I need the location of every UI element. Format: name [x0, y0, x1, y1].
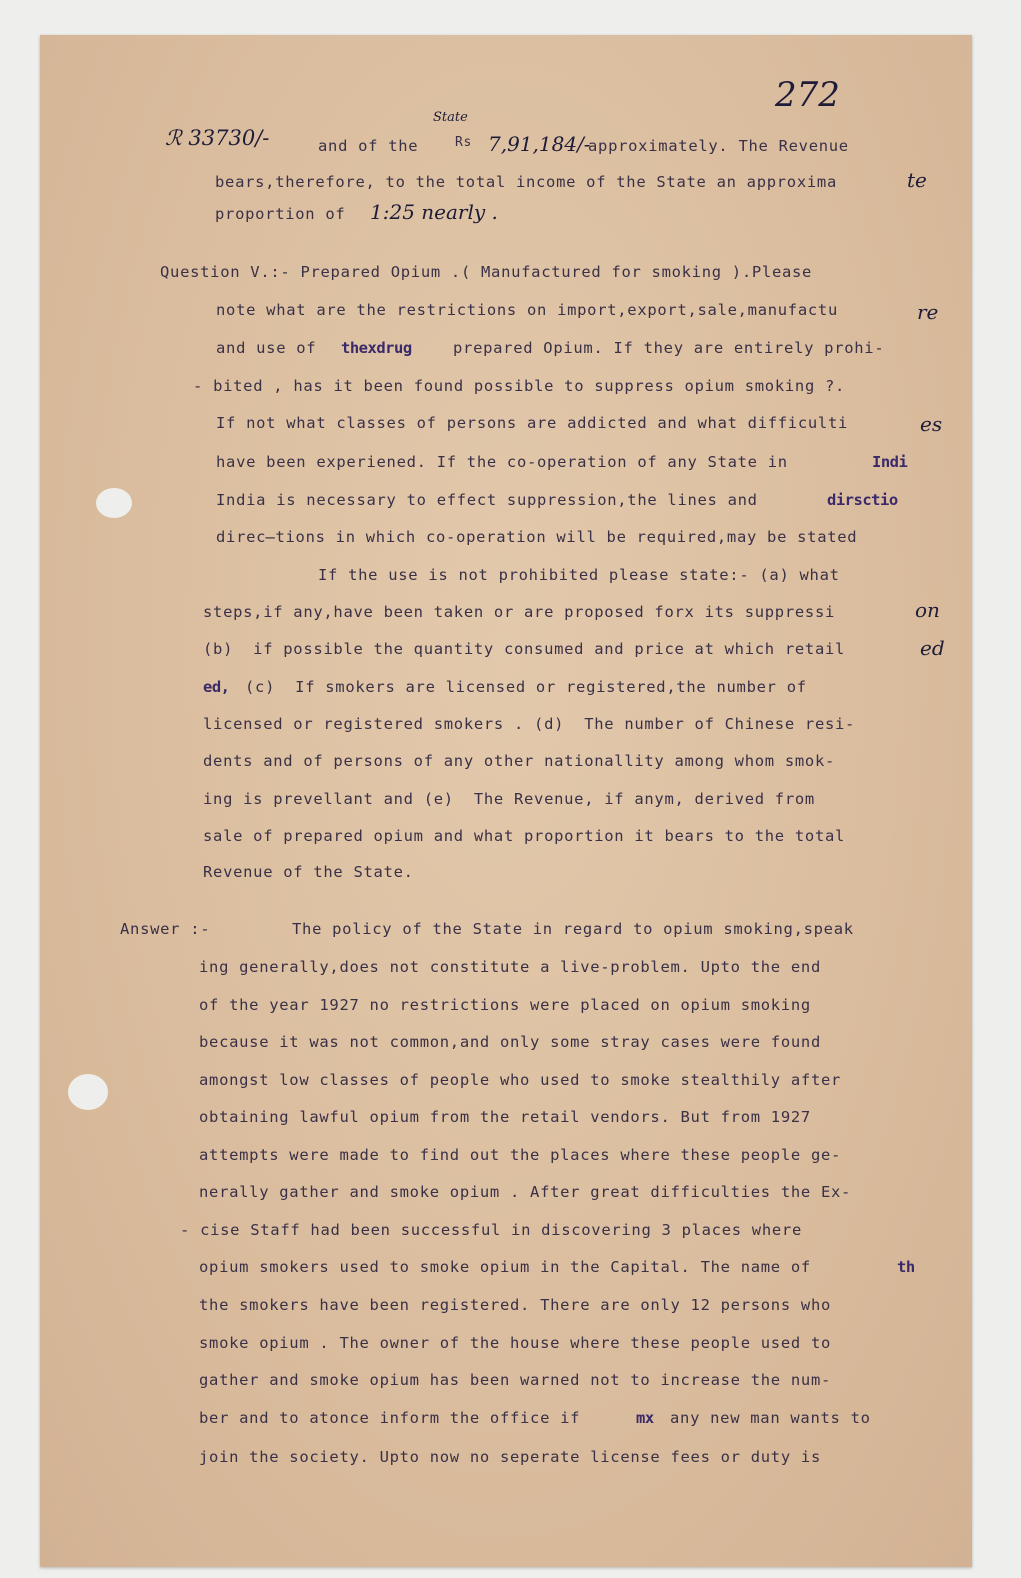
text-line: note what are the restrictions on import,export,sale,manufactu	[216, 301, 838, 319]
struck-text: th	[897, 1258, 915, 1276]
text-line: smoke opium . The owner of the house where these people used to	[199, 1334, 832, 1352]
text-line: licensed or registered smokers . (d) The number of Chinese resi-	[203, 715, 856, 733]
struck-text: mx	[636, 1409, 654, 1427]
question-heading: Question V.:- Prepared Opium .( Manufactured for smoking ).Please	[160, 263, 813, 281]
handwritten-suffix: on	[915, 598, 940, 622]
text-line: bears,therefore, to the total income of the State an approxima	[215, 173, 837, 191]
struck-text: thexdrug	[341, 339, 412, 357]
text-line: any new man wants to	[670, 1409, 871, 1427]
text-line: ing generally,does not constitute a live-problem. Upto the end	[199, 958, 821, 976]
text-line: Revenue of the State.	[203, 863, 414, 881]
text-line: join the society. Upto now no seperate license fees or duty is	[199, 1448, 821, 1466]
text-line: sale of prepared opium and what proportion it bears to the total	[203, 827, 846, 845]
text-line: The policy of the State in regard to opium smoking,speak	[292, 920, 854, 938]
handwritten-proportion: 1:25 nearly .	[370, 200, 498, 224]
punch-hole-upper	[96, 488, 132, 518]
text-line: dents and of persons of any other nationallity among whom smok-	[203, 752, 836, 770]
text-line: of the year 1927 no restrictions were placed on opium smoking	[199, 996, 811, 1014]
text-line: ing is prevellant and (e) The Revenue, if anym, derived from	[203, 790, 815, 808]
text-line: opium smokers used to smoke opium in the Capital. The name of	[199, 1258, 811, 1276]
struck-text: ed,	[203, 678, 230, 696]
text-line: proportion of	[215, 205, 346, 223]
handwritten-page-number: 272	[775, 75, 840, 115]
text-line: and use of	[216, 339, 317, 357]
text-line: and of the	[318, 137, 419, 155]
text-line: - cise Staff had been successful in discovering 3 places where	[180, 1221, 802, 1239]
text-line: amongst low classes of people who used to smoke stealthily after	[199, 1071, 842, 1089]
text-line: because it was not common,and only some stray cases were found	[199, 1033, 821, 1051]
text-line: steps,if any,have been taken or are proposed forx its suppressi	[203, 603, 836, 621]
text-line: obtaining lawful opium from the retail vendors. But from 1927	[199, 1108, 811, 1126]
text-line: the smokers have been registered. There are only 12 persons who	[199, 1296, 832, 1314]
text-line: India is necessary to effect suppression,the lines and	[216, 491, 758, 509]
struck-text: dirsctio	[827, 491, 898, 509]
text-line: If the use is not prohibited please state:- (a) what	[318, 566, 840, 584]
handwritten-suffix: es	[920, 412, 943, 436]
text-line: If not what classes of persons are addicted and what difficulti	[216, 414, 849, 432]
handwritten-suffix: re	[917, 300, 939, 324]
text-line: Rs	[455, 135, 473, 150]
text-line: gather and smoke opium has been warned not to increase the num-	[199, 1371, 832, 1389]
text-line: (b) if possible the quantity consumed and price at which retail	[203, 640, 846, 658]
text-line: ber and to atonce inform the office if	[199, 1409, 581, 1427]
text-line: prepared Opium. If they are entirely prohi-	[453, 339, 885, 357]
text-line: (c) If smokers are licensed or registered,the number of	[245, 678, 807, 696]
answer-label: Answer :-	[120, 920, 211, 938]
handwritten-amount: ℛ 33730/-	[165, 126, 270, 150]
text-line: have been experiened. If the co-operation of any State in	[216, 453, 788, 471]
text-line: attempts were made to find out the places where these people ge-	[199, 1146, 842, 1164]
struck-text: Indi	[872, 453, 908, 471]
handwritten-insert-state: State	[433, 110, 468, 125]
handwritten-suffix: ed	[920, 636, 945, 660]
text-line: nerally gather and smoke opium . After great difficulties the Ex-	[199, 1183, 852, 1201]
handwritten-suffix: te	[907, 168, 927, 192]
text-line: direc̶tions in which co-operation will be required,may be stated	[216, 528, 858, 546]
text-line: approximately. The Revenue	[588, 137, 849, 155]
text-line: - bited , has it been found possible to suppress opium smoking ?.	[193, 377, 846, 395]
handwritten-state-total: 7,91,184/-	[488, 132, 591, 156]
punch-hole-lower	[68, 1074, 108, 1110]
